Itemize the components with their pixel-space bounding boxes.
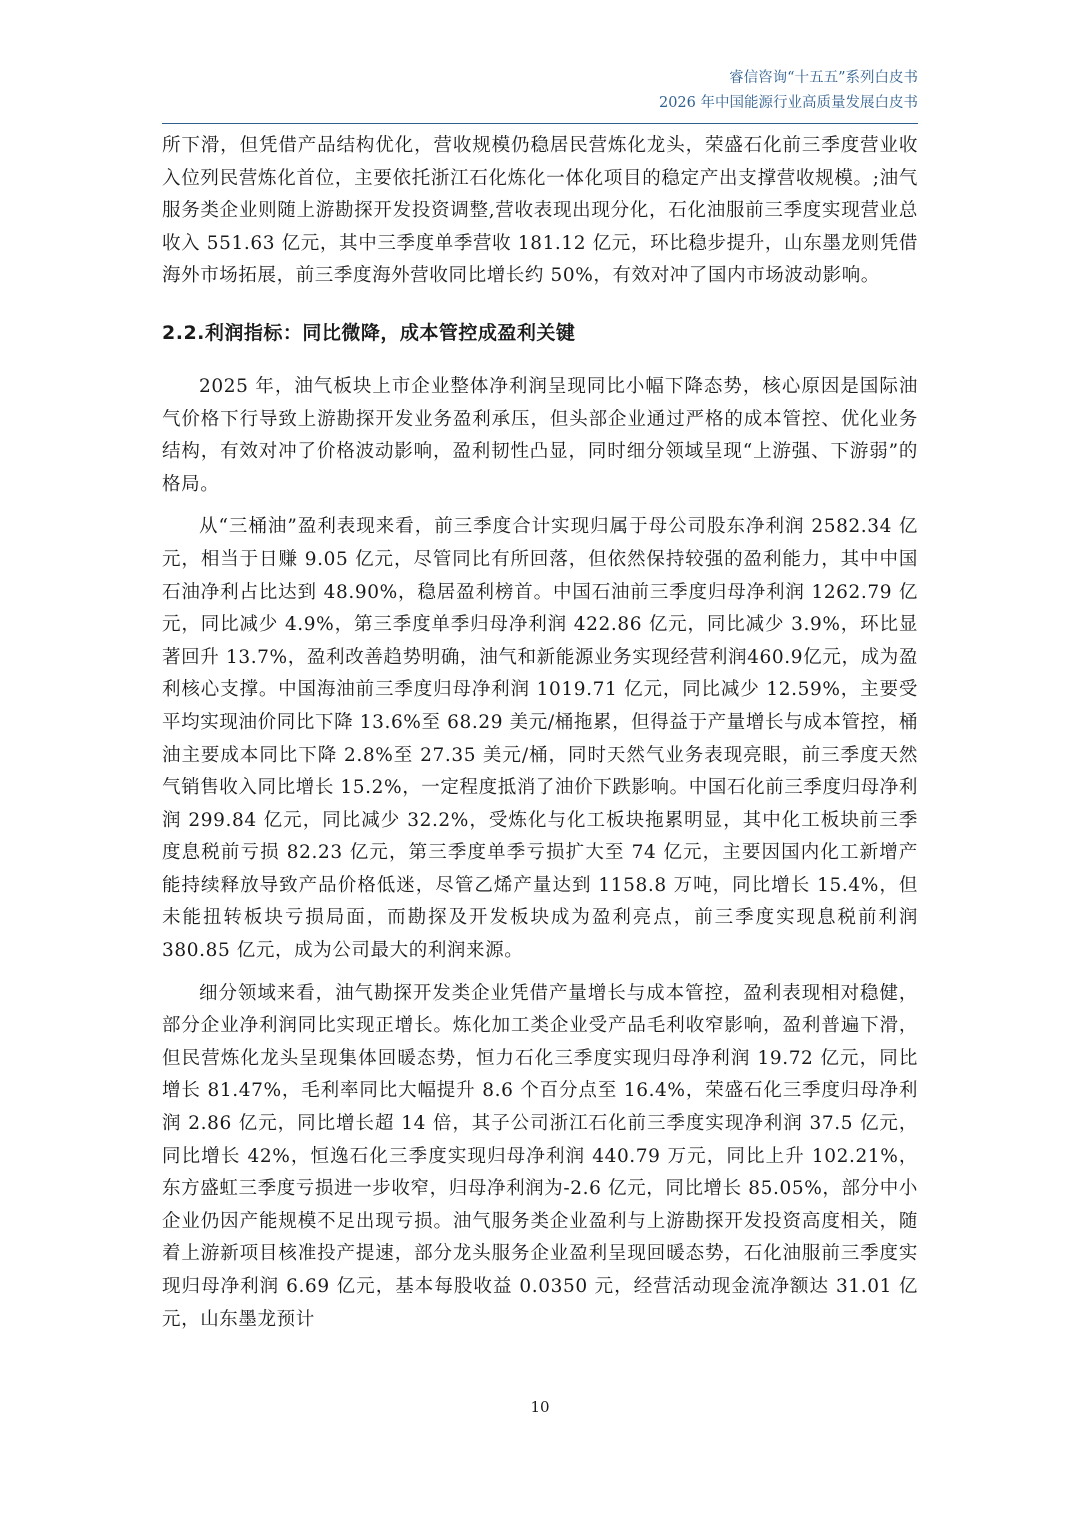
page-body [162, 130, 918, 1336]
paragraph-segment-analysis: 细分领域来看，油气勘探开发类企业凭借产量增长与成本管控，盈利表现相对稳健，部分企业净利润同比实现正增长。炼化加工类企业受产品毛利收窄影响，盈利普遍下滑，但民营炼化龙头呈现集体回暖态势，恒力石化三季度实现归母净利润 19.72 亿元，同比增长 81.47%，毛利率同比大幅提升 8.6 个百分点至 16.4%，荣盛石化三季度归母净利润 2.86 亿元，同比增长超 14 倍，其子公司浙江石化前三季度实现净利润 37.5 亿元，同比增长 42%，恒逸石化三季度实现归母净利润 440.79 万元，同比上升 102.21%，东方盛虹三季度亏损进一步收窄，归母净利润为-2.6 亿元，同比增长 85.05%，部分中小企业仍因产能规模不足出现亏损。油气服务类企业盈利与上游勘探开发投资高度相关，随着上游新项目核准投产提速，部分龙头服务企业盈利呈现回暖态势，石化油服前三季度实现归母净利润 6.69 亿元，基本每股收益 0.0350 元，经营活动现金流净额达 31.01 亿元，山东墨龙预计 [162, 982, 918, 1330]
header-report-title: 2026 年中国能源行业高质量发展白皮书 [658, 95, 918, 111]
paragraph-spacer [162, 968, 918, 978]
paragraph-three-oil-giants: 从“三桶油”盈利表现来看，前三季度合计实现归属于母公司股东净利润 2582.34 亿元，相当于日赚 9.05 亿元，尽管同比有所回落，但依然保持较强的盈利能力，其中中国石油净利占比达到 48.90%，稳居盈利榜首。中国石油前三季度归母净利润 1262.79 亿元，同比减少 4.9%，第三季度单季归母净利润 422.86 亿元，同比减少 3.9%，环比显著回升 13.7%，盈利改善趋势明确，油气和新能源业务实现经营利润460.9亿元，成为盈利核心支撑。中国海油前三季度归母净利润 1019.71 亿元，同比减少 12.59%，主要受平均实现油价同比下降 13.6%至 68.29 美元/桶拖累，但得益于产量增长与成本管控，桶油主要成本同比下降 2.8%至 27.35 美元/桶，同时天然气业务表现亮眼，前三季度天然气销售收入同比增长 15.2%，一定程度抵消了油价下跌影响。中国石化前三季度归母净利润 299.84 亿元，同比减少 32.2%，受炼化与化工板块拖累明显，其中化工板块前三季度息税前亏损 82.23 亿元，第三季度单季亏损扩大至 74 亿元，主要因国内化工新增产能持续释放导致产品价格低迷，尽管乙烯产量达到 1158.8 万吨，同比增长 15.4%，但未能扭转板块亏损局面，而勘探及开发板块成为盈利亮点，前三季度实现息税前利润 380.85 亿元，成为公司最大的利润来源。 [162, 516, 918, 962]
page-header [659, 66, 918, 116]
paragraph-profit-overview: 2025 年，油气板块上市企业整体净利润呈现同比小幅下降态势，核心原因是国际油气价格下行导致上游勘探开发业务盈利承压，但头部企业通过严格的成本管控、优化业务结构，有效对冲了价格波动影响，盈利韧性凸显，同时细分领域呈现“上游强、下游弱”的格局。 [162, 375, 918, 495]
section-heading-profit: 2.2.利润指标：同比微降，成本管控成盈利关键 [162, 321, 576, 344]
header-series-title: 睿信咨询“十五五”系列白皮书 [729, 70, 918, 86]
paragraph-revenue-continuation: 所下滑，但凭借产品结构优化，营收规模仍稳居民营炼化龙头，荣盛石化前三季度营业收入位列民营炼化首位，主要依托浙江石化炼化一体化项目的稳定产出支撑营收规模。;油气服务类企业则随上游勘探开发投资调整,营收表现出现分化，石化油服前三季度实现营业总收入 551.63 亿元，其中三季度单季营收 181.12 亿元，环比稳步提升，山东墨龙则凭借海外市场拓展，前三季度海外营收同比增长约 50%，有效对冲了国内市场波动影响。 [162, 135, 918, 287]
page-number: 10 [530, 1398, 550, 1416]
paragraph-spacer [162, 501, 918, 511]
header-divider [162, 123, 918, 124]
